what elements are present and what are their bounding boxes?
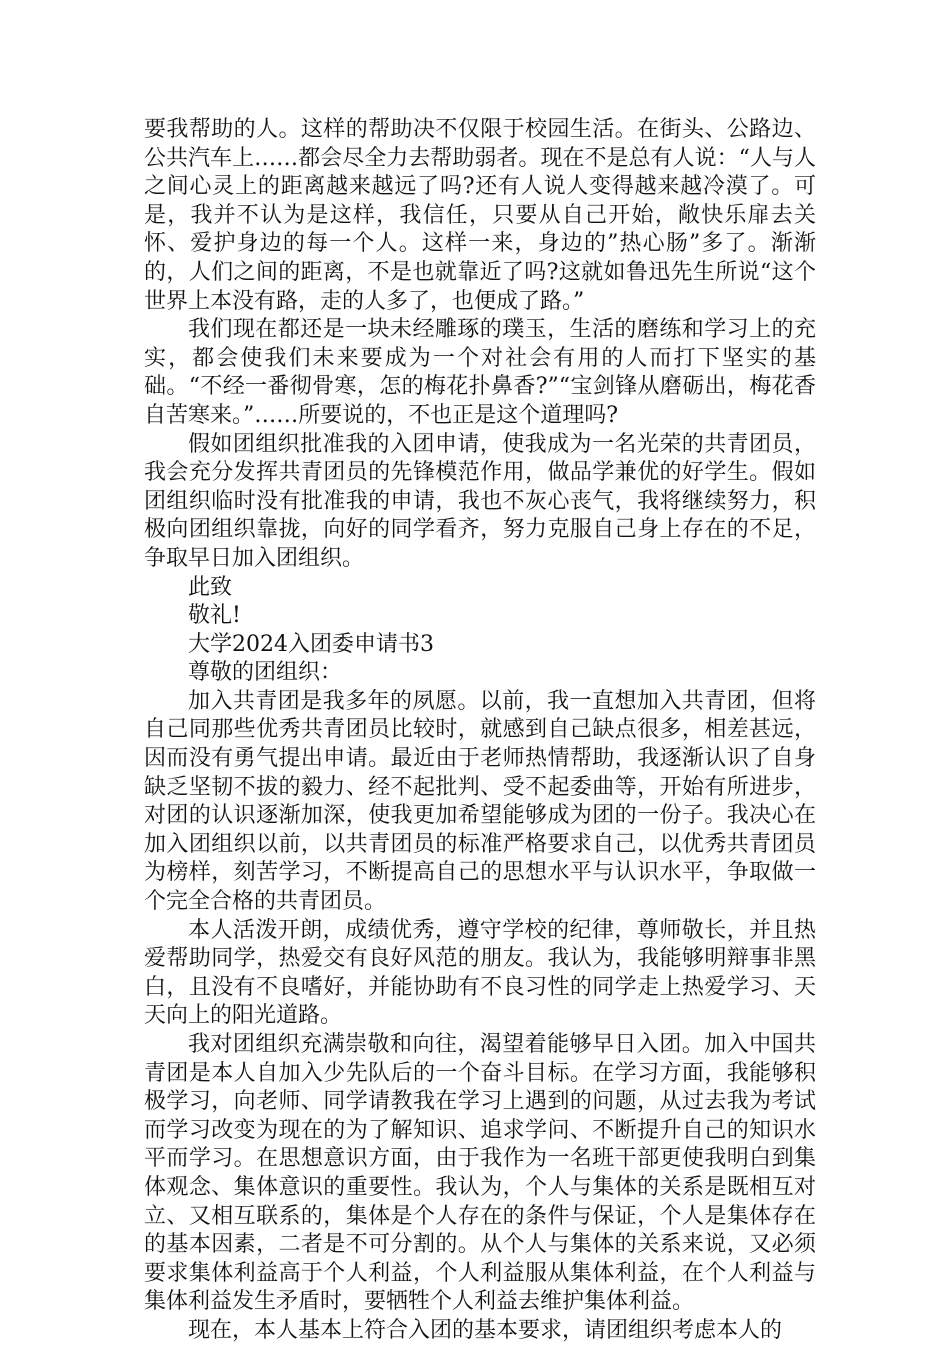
greeting: 尊敬的团组织： [188, 660, 343, 686]
paragraph-wish: 加入共青团是我多年的夙愿。以前，我一直想加入共青团，但将自己同那些优秀共青团员比较时，就感到自己缺点很多，相差甚远，因而没有勇气提出申请。最近由于老师热情帮助，我逐渐认识了自身缺乏坚韧不拔的毅力、经不起批判、受不起委曲等，开始有所进步，对团的认识逐渐加深，使我更加希望能够成为团的一份子。我决心在加入团组织以前，以共青团员的标准严格要求自己，以优秀共青团员为榜样，刻苦学习，不断提高自己的思想水平与认识水平，争取做一个完全合格的共青团员。 [144, 688, 816, 915]
closing-salutation: 此致 [188, 574, 233, 600]
section-heading: 大学2024入团委申请书3 [188, 631, 434, 657]
paragraph-study-and-thought: 我对团组织充满崇敬和向往，渴望着能够早日入团。加入中国共青团是本人自加入少先队后的一个奋斗目标。在学习方面，我能够积极学习，向老师、同学请教我在学习上遇到的问题，从过去我为考试而学习改变为现在的为了解知识、追求学问、不断提升自己的知识水平而学习。在思想意识方面，由于我作为一名班干部更使我明白到集体观念、集体意识的重要性。我认为，个人与集体的关系是既相互对立、又相互联系的，集体是个人存在的条件与保证，个人是集体存在的基本因素，二者是不可分割的。从个人与集体的关系来说，又必须要求集体利益高于个人利益，个人利益服从集体利益，在个人利益与集体利益发生矛盾时，要牺牲个人利益去维护集体利益。 [144, 1032, 816, 1315]
closing-regards: 敬礼! [188, 603, 241, 629]
document-page [144, 116, 816, 1346]
paragraph-self-description: 本人活泼开朗，成绩优秀，遵守学校的纪律，尊师敬长，并且热爱帮助同学，热爱交有良好风范的朋友。我认为，我能够明辩事非黑白，且没有不良嗜好，并能协助有不良习性的同学走上热爱学习、天天向上的阳光道路。 [144, 917, 816, 1029]
paragraph-commitment: 假如团组织批准我的入团申请，使我成为一名光荣的共青团员，我会充分发挥共青团员的先锋模范作用，做品学兼优的好学生。假如团组织临时没有批准我的申请，我也不灰心丧气，我将继续努力，积极向团组织靠拢，向好的同学看齐，努力克服自己身上存在的不足，争取早日加入团组织。 [144, 431, 816, 571]
paragraph-continuation: 要我帮助的人。这样的帮助决不仅限于校园生活。在街头、公路边、公共汽车上……都会尽全力去帮助弱者。现在不是总有人说：“人与人之间心灵上的距离越来越远了吗?还有人说人变得越来越冷漠了。可是，我并不认为是这样，我信任，只要从自己开始，敞快乐扉去关怀、爱护身边的每一个人。这样一来，身边的”热心肠”多了。渐渐的，人们之间的距离，不是也就靠近了吗?这就如鲁迅先生所说“这个世界上本没有路，走的人多了，也便成了路。” [144, 117, 816, 314]
paragraph-aspiration: 我们现在都还是一块未经雕琢的璞玉，生活的磨练和学习上的充实，都会使我们未来要成为一个对社会有用的人而打下坚实的基础。“不经一番彻骨寒，怎的梅花扑鼻香?”“宝剑锋从磨砺出，梅花香自苦寒来。”……所要说的，不也正是这个道理吗? [144, 317, 816, 428]
paragraph-request: 现在，本人基本上符合入团的基本要求，请团组织考虑本人的 [188, 1317, 783, 1343]
